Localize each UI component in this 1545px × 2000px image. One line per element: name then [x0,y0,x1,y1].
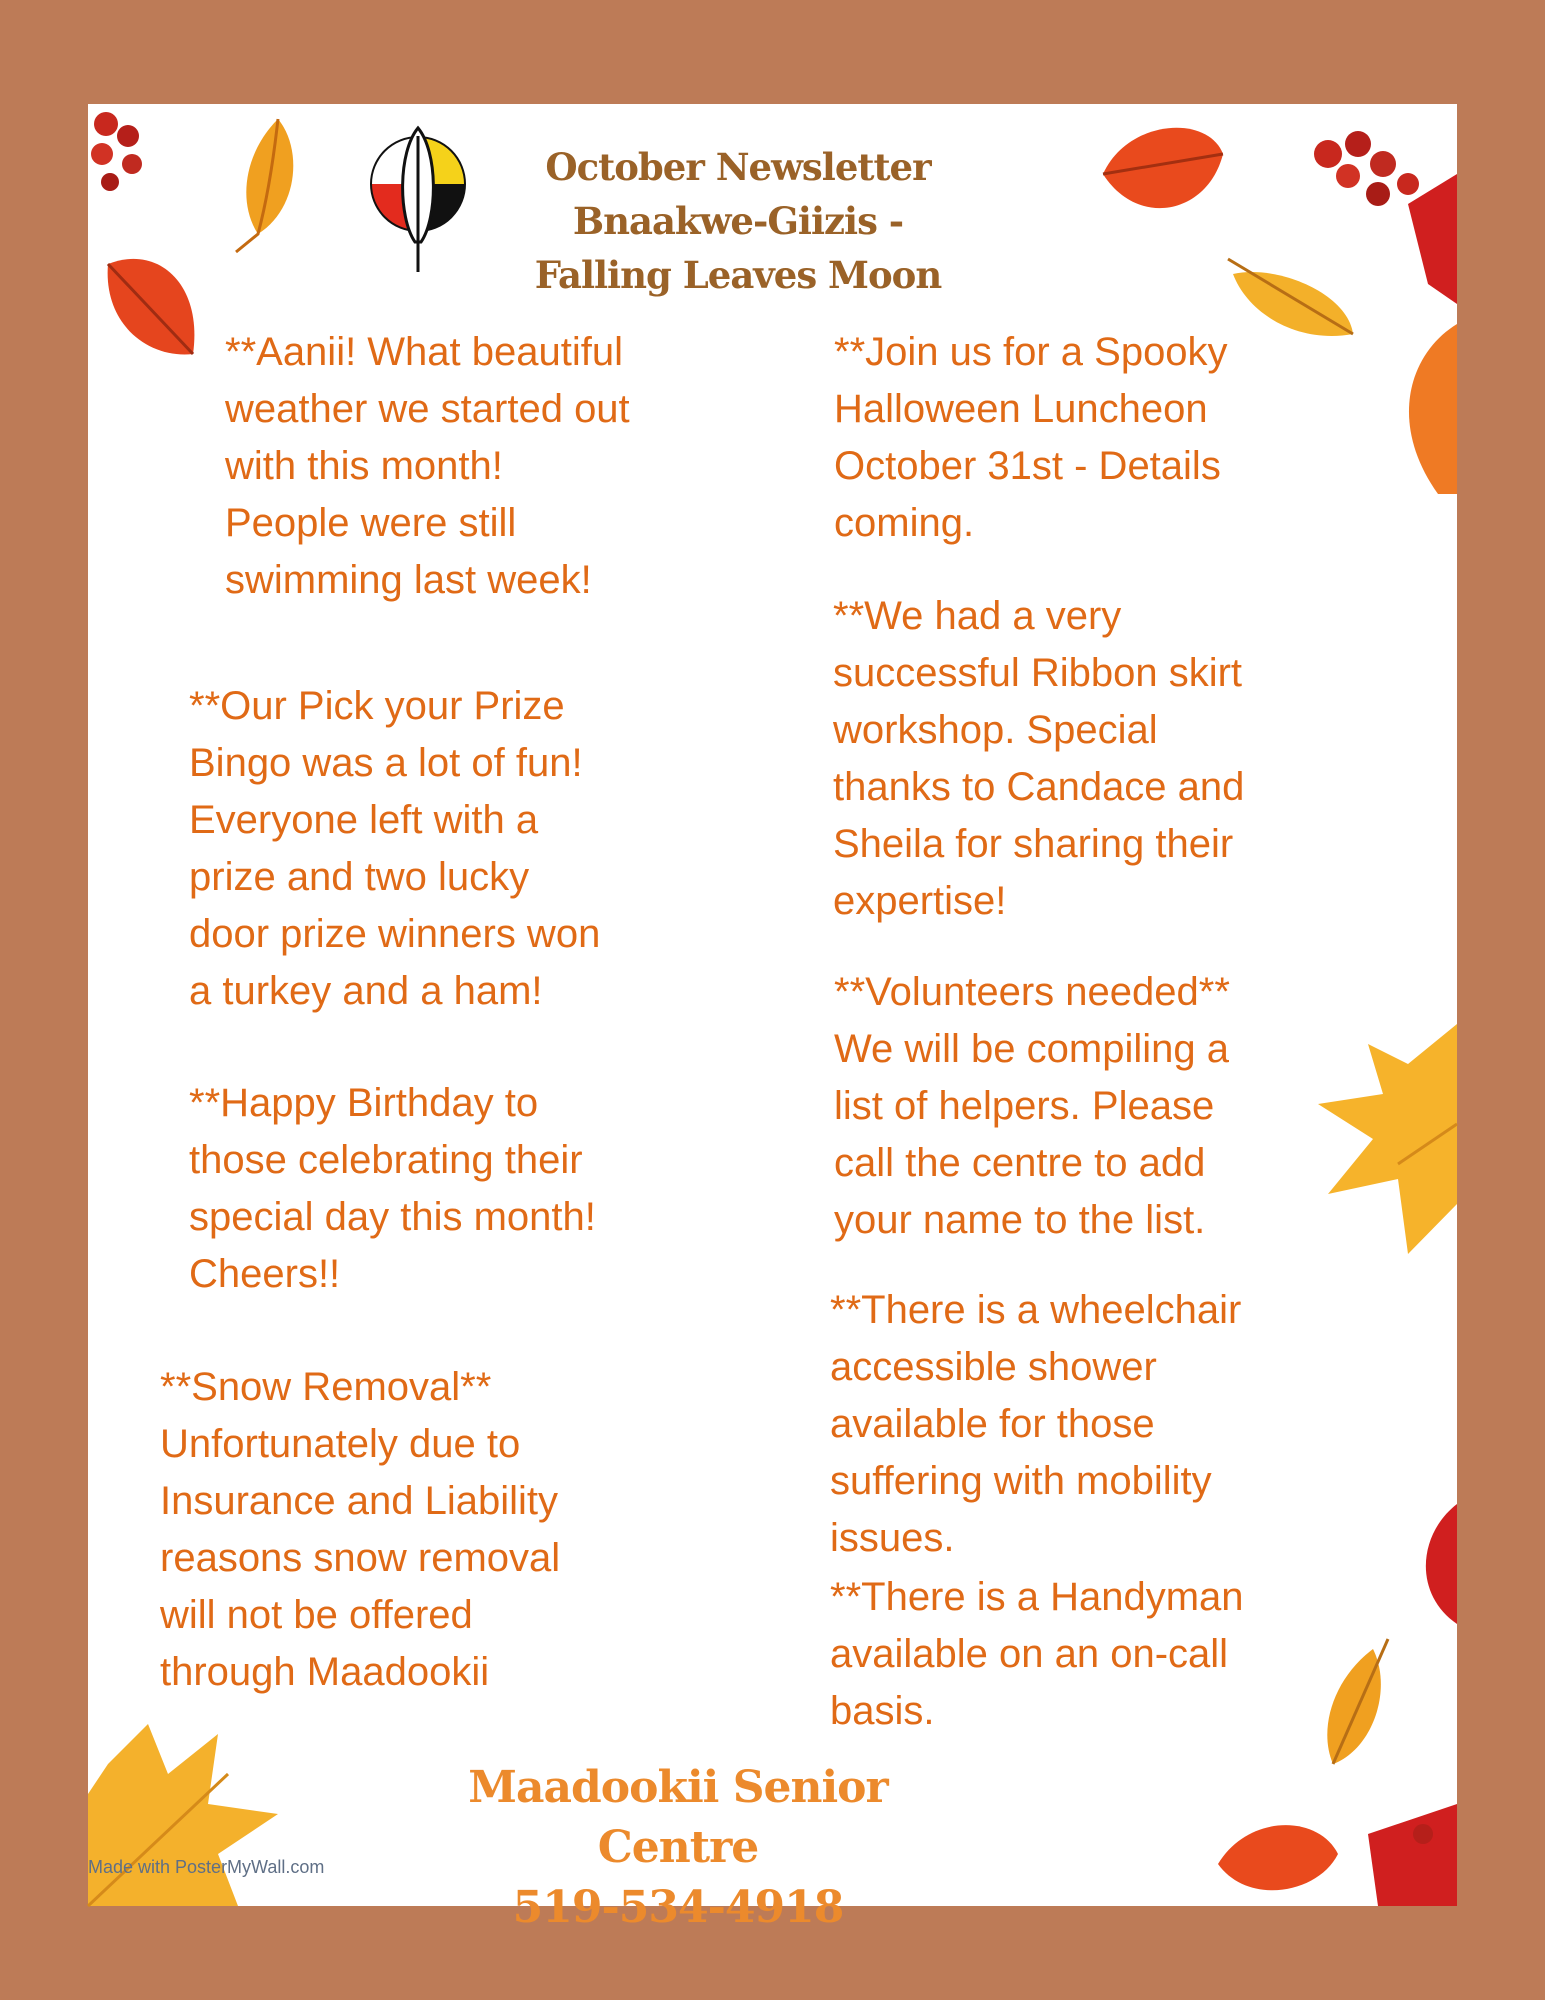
centre-name: Maadookii Senior Centre [468,1762,888,1873]
leaf-right-edge-icon [1378,324,1457,494]
postermywall-credit: Made with PosterMyWall.com [88,1857,325,1877]
header-subtitle: Bnaakwe-Giizis - [572,199,904,243]
leaf-top-left-icon [218,114,308,254]
newsletter-header [528,140,948,302]
item-bingo: **Our Pick your Prize Bingo was a lot of fun! Everyone left with a prize and two lucky door prize winners won a turkey and a ham! [189,684,601,1013]
header-moon-name: Falling Leaves Moon [534,253,942,297]
newsletter-sheet [88,104,1457,1933]
centre-phone: 519-534-4918 [512,1882,844,1933]
leaf-right-lower-icon [1408,1504,1457,1624]
leaf-top-right-icon [1098,114,1228,234]
item-aanii-weather: **Aanii! What beautiful weather we started out with this month! People were still swimming last week! [225,330,630,602]
berries-top-left-icon [88,104,158,204]
header-title: October Newsletter [545,145,931,189]
leaf-right-yellow-icon [1228,254,1358,344]
item-volunteers: **Volunteers needed** We will be compiling a list of helpers. Please call the centre to add your name to the list. [834,970,1230,1242]
leaf-left-red-icon [98,244,208,374]
item-birthdays: **Happy Birthday to those celebrating their special day this month! Cheers!! [189,1081,596,1296]
centre-contact [418,1758,938,1938]
item-wheelchair-shower: **There is a wheelchair accessible shower available for those suffering with mobility issues. [830,1288,1242,1560]
maple-leaf-right-icon [1288,1004,1457,1264]
item-snow-removal: **Snow Removal** Unfortunately due to Insurance and Liability reasons snow removal will not be offered through Maadookii [160,1365,561,1694]
item-handyman: **There is a Handyman available on an on-call basis. [830,1575,1244,1733]
item-halloween-luncheon: **Join us for a Spooky Halloween Luncheon October 31st - Details coming. [834,330,1228,545]
medicine-wheel-feather-icon [363,122,473,277]
leaf-right-small-icon [1313,1639,1393,1769]
leaf-bottom-right-icon [1208,1794,1457,1906]
item-ribbon-skirt: **We had a very successful Ribbon skirt workshop. Special thanks to Candace and Sheila for sharing their expertise! [833,594,1245,923]
